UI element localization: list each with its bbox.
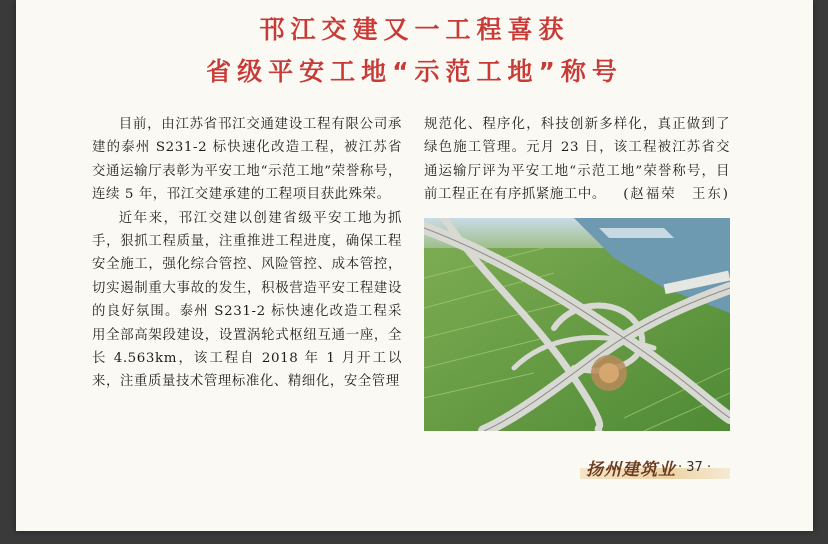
paragraph-1: 目前，由江苏省邗江交通建设工程有限公司承建的泰州 S231-2 标快速化改造工程，被江苏省交通运输厅表彰为平安工地“示范工地”荣誉称号，连续 5 年，邗江交建承建的工程项目获此殊荣。 xyxy=(92,117,402,203)
headline-line-2: 省级平安工地“示范工地”称号 xyxy=(206,57,623,86)
interchange-rendering-image xyxy=(424,218,730,431)
page-footer xyxy=(580,458,730,480)
headline-line-1: 邗江交建又一工程喜获 xyxy=(259,15,570,44)
interchange-aerial-photo xyxy=(424,218,730,431)
article-left-column xyxy=(92,113,402,394)
article-right-column xyxy=(424,113,730,207)
paragraph-3 xyxy=(424,113,730,207)
magazine-logo: 扬州建筑业 xyxy=(586,460,676,480)
paragraph-2: 近年来，邗江交建以创建省级平安工地为抓手，狠抓工程质量，注重推进工程进度，确保工程安全施工，强化综合管控、风险管控、成本管控，切实遏制重大事故的发生，积极营造平安工程建设的良好氛围。泰州 S231-2 标快速化改造工程采用全部高架段建设，设置涡轮式枢纽互通一座，全长 4.563km，该工程自 2018 年 1 月开工以来，注重质量技术管理标准化、精细化，安全管理 xyxy=(92,210,402,390)
paragraph-3-text: 规范化、程序化，科技创新多样化，真正做到了绿色施工管理。元月 23 日，该工程被江苏省交通运输厅评为平安工地“示范工地”荣誉称号，目前工程正在有序抓紧施工中。 xyxy=(424,117,730,203)
author-byline: (赵福荣 王东) xyxy=(623,187,730,203)
document-page xyxy=(16,0,813,531)
page-number: · 37 · xyxy=(678,460,712,475)
